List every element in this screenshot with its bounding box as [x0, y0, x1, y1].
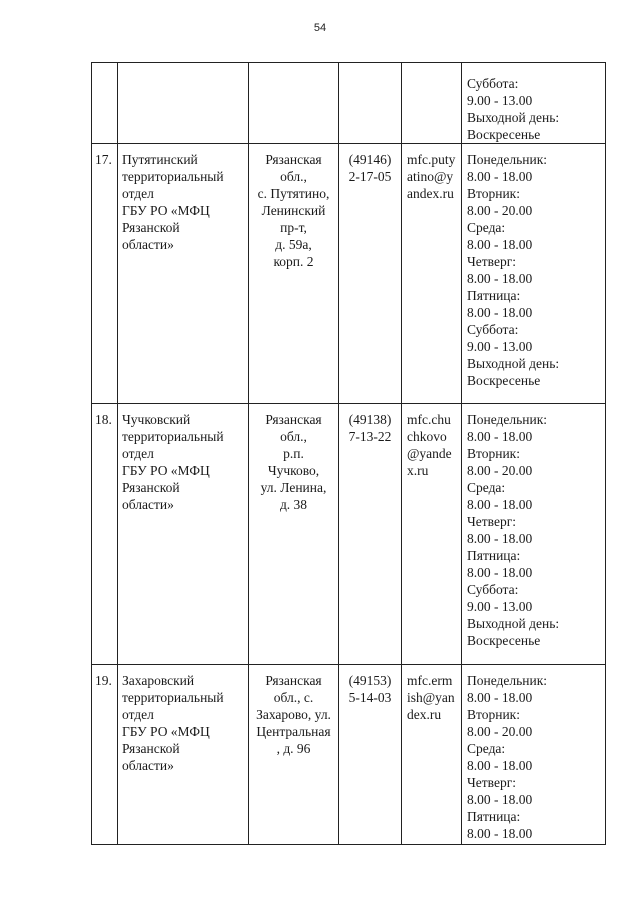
cell-hours [462, 144, 606, 404]
table-body [92, 63, 606, 845]
name-line: Рязанской [122, 741, 180, 756]
table-row [92, 665, 606, 845]
email-line: ish@yan [407, 690, 455, 705]
cell-email [402, 665, 462, 845]
hours-line: 8.00 - 18.00 [467, 565, 533, 580]
cell-email [402, 144, 462, 404]
name-line: Чучковский [122, 412, 191, 427]
hours-line: Воскресенье [467, 633, 541, 648]
email-line: mfc.puty [407, 152, 456, 167]
name-line: территориальный [122, 429, 224, 444]
name-line: ГБУ РО «МФЦ [122, 724, 210, 739]
hours-line: Четверг: [467, 775, 516, 790]
name-line: области» [122, 758, 174, 773]
address-line: пр-т, [280, 220, 307, 235]
address-line: корп. 2 [273, 254, 314, 269]
hours-line: Четверг: [467, 254, 516, 269]
address-line: р.п. [283, 446, 304, 461]
address-line: Рязанская [265, 673, 322, 688]
cell-email [402, 404, 462, 665]
email-line: mfc.chu [407, 412, 451, 427]
hours-line: 9.00 - 13.00 [467, 339, 533, 354]
cell-phone [339, 404, 402, 665]
address-line: Чучково, [267, 463, 320, 478]
name-line: Рязанской [122, 220, 180, 235]
cell-name [118, 665, 249, 845]
hours-line: Суббота: [467, 76, 519, 91]
name-line: Рязанской [122, 480, 180, 495]
cell-hours [462, 404, 606, 665]
hours-line: Выходной день: [467, 110, 560, 125]
cell-name [118, 63, 249, 144]
address-line: , д. 96 [276, 741, 311, 756]
address-line: обл., [280, 429, 307, 444]
address-line: Ленинский [261, 203, 326, 218]
email-line: mfc.erm [407, 673, 453, 688]
name-line: ГБУ РО «МФЦ [122, 463, 210, 478]
name-line: области» [122, 497, 174, 512]
name-line: отдел [122, 707, 154, 722]
hours-line: Среда: [467, 220, 506, 235]
hours-line: 8.00 - 20.00 [467, 724, 533, 739]
cell-phone [339, 665, 402, 845]
name-line: Захаровский [122, 673, 195, 688]
email-line: atino@y [407, 169, 454, 184]
cell-phone [339, 63, 402, 144]
hours-line: Вторник: [467, 446, 520, 461]
hours-line: Суббота: [467, 322, 519, 337]
hours-line: Вторник: [467, 707, 520, 722]
hours-line: 8.00 - 18.00 [467, 758, 533, 773]
phone-line: 7-13-22 [348, 429, 392, 444]
address-line: д. 59а, [275, 237, 312, 252]
hours-line: Воскресенье [467, 373, 541, 388]
hours-line: Понедельник: [467, 412, 548, 427]
cell-address [249, 665, 339, 845]
email-line: x.ru [407, 463, 429, 478]
email-line: chkovo [407, 429, 447, 444]
address-line: обл., с. [273, 690, 314, 705]
address-line: д. 38 [279, 497, 308, 512]
name-line: отдел [122, 186, 154, 201]
cell-number: 18. [92, 404, 118, 665]
hours-line: 8.00 - 18.00 [467, 792, 533, 807]
address-line: Центральная [256, 724, 331, 739]
phone-line: (49153) [348, 673, 392, 688]
cell-name [118, 144, 249, 404]
cell-address [249, 63, 339, 144]
hours-line: Суббота: [467, 582, 519, 597]
phone-line: 5-14-03 [348, 690, 392, 705]
address-line: с. Путятино, [257, 186, 330, 201]
email-line: andex.ru [407, 186, 454, 201]
cell-address [249, 144, 339, 404]
hours-line: Выходной день: [467, 356, 560, 371]
mfc-offices-table [91, 62, 606, 845]
hours-line: Пятница: [467, 548, 521, 563]
name-line: области» [122, 237, 174, 252]
hours-line: 8.00 - 18.00 [467, 237, 533, 252]
hours-line: Выходной день: [467, 616, 560, 631]
name-line: Путятинский [122, 152, 198, 167]
phone-line: (49146) [348, 152, 392, 167]
hours-line: Четверг: [467, 514, 516, 529]
hours-line: Вторник: [467, 186, 520, 201]
hours-line: 9.00 - 13.00 [467, 93, 533, 108]
hours-line: 9.00 - 13.00 [467, 599, 533, 614]
page-number: 54 [313, 22, 327, 34]
hours-line: 8.00 - 18.00 [467, 531, 533, 546]
hours-line: 8.00 - 18.00 [467, 429, 533, 444]
name-line: территориальный [122, 169, 224, 184]
cell-phone [339, 144, 402, 404]
address-line: обл., [280, 169, 307, 184]
cell-address [249, 404, 339, 665]
email-line: dex.ru [407, 707, 442, 722]
table-row [92, 404, 606, 665]
address-line: Рязанская [265, 152, 322, 167]
hours-line: Пятница: [467, 288, 521, 303]
phone-line: 2-17-05 [348, 169, 392, 184]
cell-hours [462, 665, 606, 845]
hours-line: 8.00 - 18.00 [467, 271, 533, 286]
cell-number: 17. [92, 144, 118, 404]
cell-number: 19. [92, 665, 118, 845]
hours-line: 8.00 - 18.00 [467, 497, 533, 512]
hours-line: 8.00 - 18.00 [467, 826, 533, 841]
name-line: отдел [122, 446, 154, 461]
hours-line: Воскресенье [467, 127, 541, 142]
email-line: @yande [407, 446, 452, 461]
name-line: ГБУ РО «МФЦ [122, 203, 210, 218]
address-line: Захарово, ул. [256, 707, 331, 722]
hours-line: Среда: [467, 741, 506, 756]
cell-name [118, 404, 249, 665]
hours-line: Понедельник: [467, 673, 548, 688]
cell-hours [462, 63, 606, 144]
table-row [92, 144, 606, 404]
hours-line: 8.00 - 18.00 [467, 169, 533, 184]
hours-line: 8.00 - 20.00 [467, 203, 533, 218]
hours-line: 8.00 - 18.00 [467, 690, 533, 705]
address-line: Рязанская [265, 412, 322, 427]
address-line: ул. Ленина, [260, 480, 327, 495]
hours-line: 8.00 - 18.00 [467, 305, 533, 320]
cell-number [92, 63, 118, 144]
cell-email [402, 63, 462, 144]
phone-line: (49138) [348, 412, 392, 427]
hours-line: Среда: [467, 480, 506, 495]
hours-line: Понедельник: [467, 152, 548, 167]
hours-line: 8.00 - 20.00 [467, 463, 533, 478]
name-line: территориальный [122, 690, 224, 705]
table-row-continued [92, 63, 606, 144]
hours-line: Пятница: [467, 809, 521, 824]
